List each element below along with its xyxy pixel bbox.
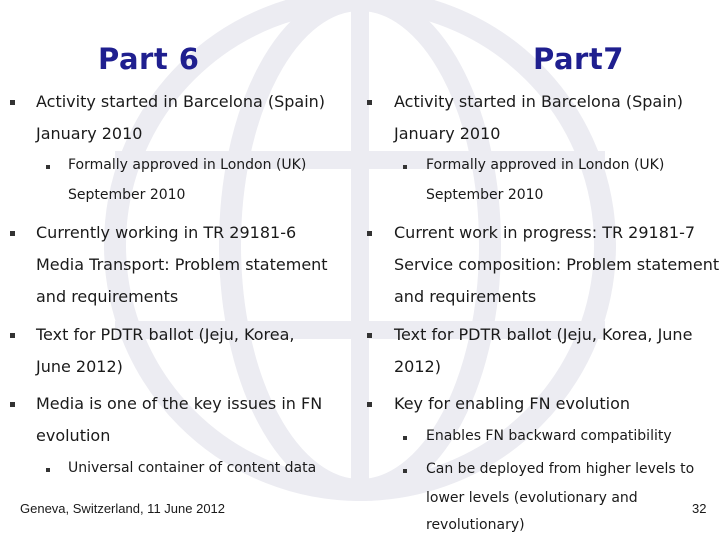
right-line-12: Can be deployed from higher levels to <box>426 461 695 477</box>
right-line-4: September 2010 <box>426 187 544 203</box>
left-line-3: Formally approved in London (UK) <box>68 157 307 173</box>
bullet-icon <box>367 231 372 236</box>
left-line-9: June 2012) <box>36 357 123 376</box>
right-line-8: Text for PDTR ballot (Jeju, Korea, June <box>394 325 693 344</box>
left-column-title: Part 6 <box>98 42 200 76</box>
right-line-13: lower levels (evolutionary and <box>426 490 638 506</box>
left-line-8: Text for PDTR ballot (Jeju, Korea, <box>36 325 295 344</box>
right-line-11: Enables FN backward compatibility <box>426 428 672 444</box>
left-line-7: and requirements <box>36 287 179 306</box>
sub-bullet-icon <box>403 469 407 473</box>
right-line-3: Formally approved in London (UK) <box>426 157 665 173</box>
bullet-icon <box>10 402 15 407</box>
right-line-14: revolutionary) <box>426 517 525 533</box>
bullet-icon <box>367 402 372 407</box>
bullet-icon <box>367 100 372 105</box>
left-line-12: Universal container of content data <box>68 460 317 476</box>
sub-bullet-icon <box>46 468 50 472</box>
page-number: 32 <box>692 501 707 516</box>
sub-bullet-icon <box>403 165 407 169</box>
right-line-6: Service composition: Problem statement <box>394 255 720 274</box>
left-line-11: evolution <box>36 426 111 445</box>
bullet-icon <box>10 100 15 105</box>
right-column-title: Part7 <box>533 42 624 76</box>
right-line-9: 2012) <box>394 357 441 376</box>
left-line-2: January 2010 <box>36 124 143 143</box>
footer-location-date: Geneva, Switzerland, 11 June 2012 <box>20 501 226 516</box>
right-line-10: Key for enabling FN evolution <box>394 394 630 413</box>
sub-bullet-icon <box>46 165 50 169</box>
right-line-7: and requirements <box>394 287 537 306</box>
left-line-4: September 2010 <box>68 187 186 203</box>
sub-bullet-icon <box>403 436 407 440</box>
right-line-1: Activity started in Barcelona (Spain) <box>394 92 684 111</box>
left-line-6: Media Transport: Problem statement <box>36 255 328 274</box>
bullet-icon <box>367 333 372 338</box>
left-line-1: Activity started in Barcelona (Spain) <box>36 92 326 111</box>
left-line-10: Media is one of the key issues in FN <box>36 394 323 413</box>
right-line-2: January 2010 <box>394 124 501 143</box>
bullet-icon <box>10 333 15 338</box>
right-line-5: Current work in progress: TR 29181-7 <box>394 223 696 242</box>
bullet-icon <box>10 231 15 236</box>
left-line-5: Currently working in TR 29181-6 <box>36 223 297 242</box>
